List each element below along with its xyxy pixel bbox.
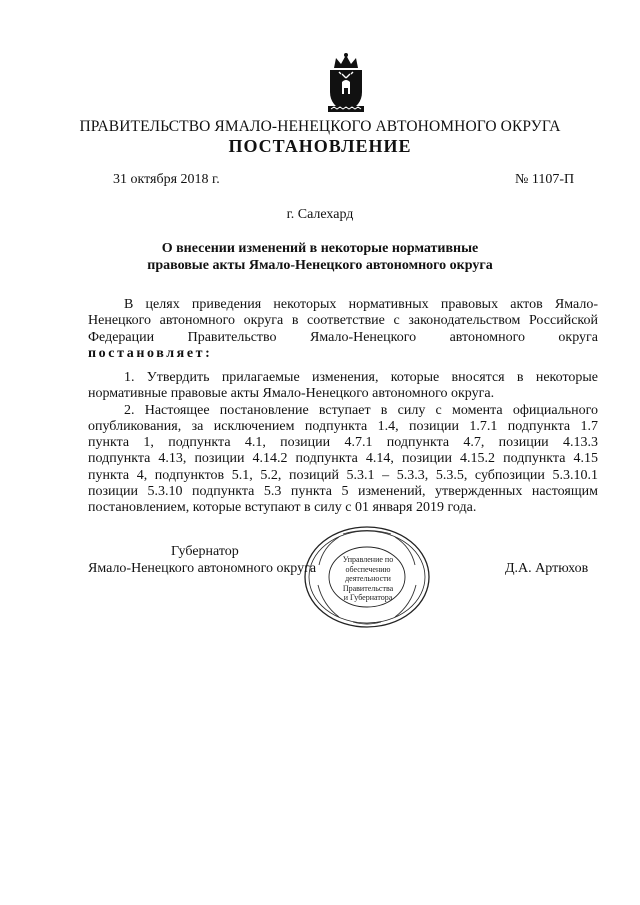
body-line: 2. Настоящее постановление вступает в силу с момента официального — [124, 402, 598, 418]
body-line: В целях приведения некоторых нормативных правовых актов Ямало- — [124, 297, 598, 312]
body-line: нормативные правовые акты Ямало-Ненецкого автономного округа. — [88, 386, 495, 402]
document-title — [0, 240, 640, 274]
body-line: Федерации Правительство Ямало-Ненецкого автономного округа — [88, 329, 598, 345]
signatory-position: Губернатор — [171, 544, 239, 559]
seal-text-line: Правительства — [342, 583, 394, 593]
document-type: ПОСТАНОВЛЕНИЕ — [228, 136, 412, 156]
coat-of-arms-emblem — [322, 52, 370, 118]
organization-name: ПРАВИТЕЛЬСТВО ЯМАЛО-НЕНЕЦКОГО АВТОНОМНОГО ОКРУГА — [79, 118, 561, 135]
items-paragraph — [88, 370, 598, 517]
document-date: 31 октября 2018 г. — [113, 172, 220, 187]
body-line: пункта 1, подпункта 4.1, позиции 4.7.1 подпункта 4.7, позиции 4.13.3 — [88, 435, 598, 451]
document-city: г. Салехард — [286, 207, 354, 222]
body-line: Ненецкого автономного округа в соответствие с законодательством Российской — [88, 313, 598, 329]
seal-text-line: деятельности — [345, 574, 391, 583]
decree-word: постановляет: — [88, 345, 213, 361]
body-line: постановлением, которые вступают в силу с 01 января 2019 года. — [88, 500, 477, 516]
seal-inner-text — [338, 555, 398, 603]
body-line: 1. Утвердить прилагаемые изменения, которые вносятся в некоторые — [124, 370, 598, 385]
body-line: позиции 5.3.10 подпункта 5.3 пункта 5 изменений, утвержденных настоящим — [88, 484, 598, 500]
seal-text-line: и Губернатора — [343, 593, 393, 602]
intro-paragraph — [88, 297, 598, 362]
seal-text-line: Управление по — [342, 555, 394, 564]
title-line: О внесении изменений в некоторые нормативные — [161, 241, 479, 256]
body-line: опубликования, за исключением подпункта 1.4, позиции 1.7.1 подпункта 1.7 — [88, 418, 598, 434]
signatory-organization: Ямало-Ненецкого автономного округа — [88, 561, 317, 576]
seal-text-line: обеспечению — [345, 564, 391, 574]
document-number: № 1107-П — [515, 172, 575, 187]
signatory-name: Д.А. Артюхов — [505, 561, 589, 576]
body-line: подпункта 4.13, позиции 4.14.2 подпункта 4.14, позиции 4.15.2 подпункта 4.15 — [88, 451, 598, 467]
body-line: пункта 4, подпунктов 5.1, 5.2, позиций 5.3.1 – 5.3.3, 5.3.5, субпозиции 5.3.10.1 — [88, 467, 598, 483]
title-line: правовые акты Ямало-Ненецкого автономного округа — [147, 258, 493, 273]
